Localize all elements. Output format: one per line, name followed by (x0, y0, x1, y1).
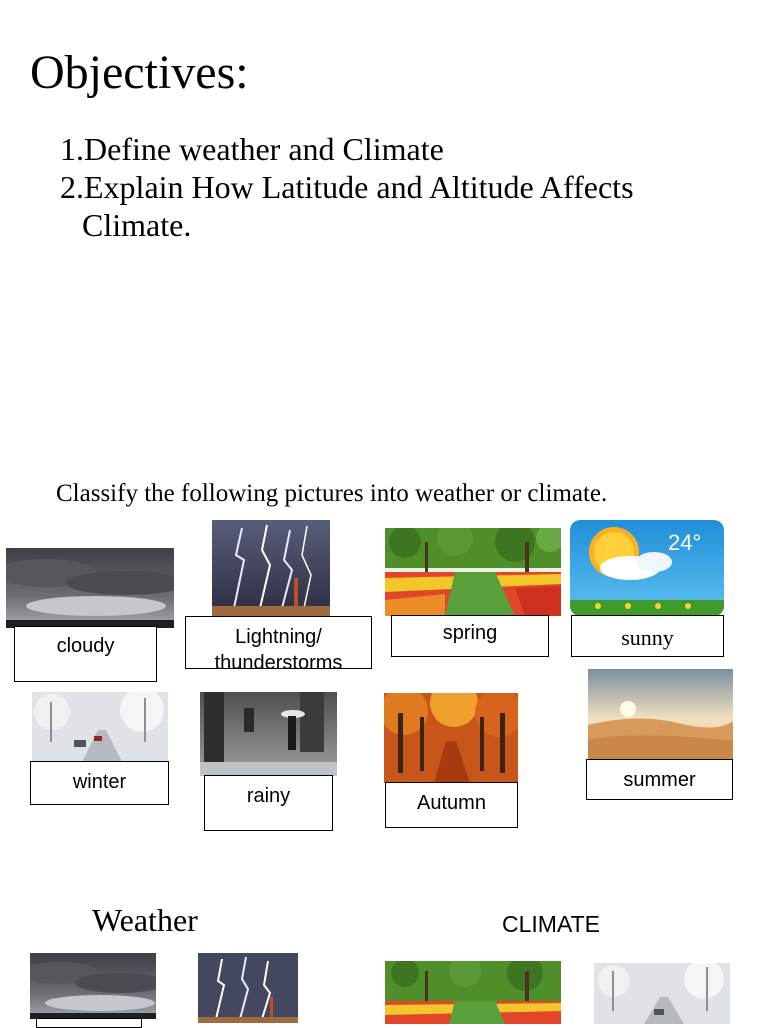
winter-label-box (30, 761, 169, 805)
objective-2-number: 2. (60, 169, 84, 205)
climate-heading: CLIMATE (502, 911, 600, 937)
sunny-label-box (571, 615, 724, 657)
slide-title: Objectives: (30, 46, 249, 99)
lightning-label-line2: thunderstorms (214, 652, 343, 674)
rainy-image (200, 692, 337, 776)
objective-2-text: Explain How Latitude and Altitude Affects (84, 169, 634, 205)
autumn-label: Autumn (417, 792, 486, 814)
rainy-label-box (204, 775, 333, 831)
weather-cloudy-image (30, 953, 156, 1019)
sunny-temperature: 24° (668, 530, 702, 555)
weather-lightning-image (198, 953, 298, 1023)
objective-1-number: 1. (60, 131, 84, 167)
instruction-text: Classify the following pictures into weather or climate. (56, 480, 608, 507)
spring-label: spring (442, 622, 498, 644)
weather-heading: Weather (92, 902, 198, 938)
summer-image (588, 669, 733, 759)
autumn-image (384, 693, 518, 783)
lightning-label-line1: Lightning/ (235, 626, 322, 648)
objective-2 (60, 168, 720, 244)
objective-1-text: Define weather and Climate (84, 131, 444, 167)
spring-image (385, 528, 561, 616)
lightning-image (212, 520, 330, 616)
sunny-label: sunny (621, 625, 674, 650)
cloudy-image (6, 548, 174, 628)
autumn-label-box (385, 782, 518, 828)
rainy-label: rainy (246, 785, 291, 807)
summer-label-box (586, 759, 733, 800)
winter-label: winter (72, 771, 127, 793)
sunny-image (570, 520, 724, 616)
objective-1 (60, 130, 444, 168)
objective-2-continuation: Climate. (82, 207, 192, 243)
lightning-label-box (185, 616, 372, 674)
climate-spring-image (385, 961, 561, 1024)
summer-label: summer (623, 769, 696, 791)
cloudy-label-box (14, 626, 157, 682)
cloudy-label: cloudy (56, 635, 115, 657)
winter-image (32, 692, 168, 762)
climate-winter-image (594, 963, 730, 1024)
spring-label-box (391, 615, 549, 657)
weather-cloudy-label-box (36, 1018, 142, 1028)
